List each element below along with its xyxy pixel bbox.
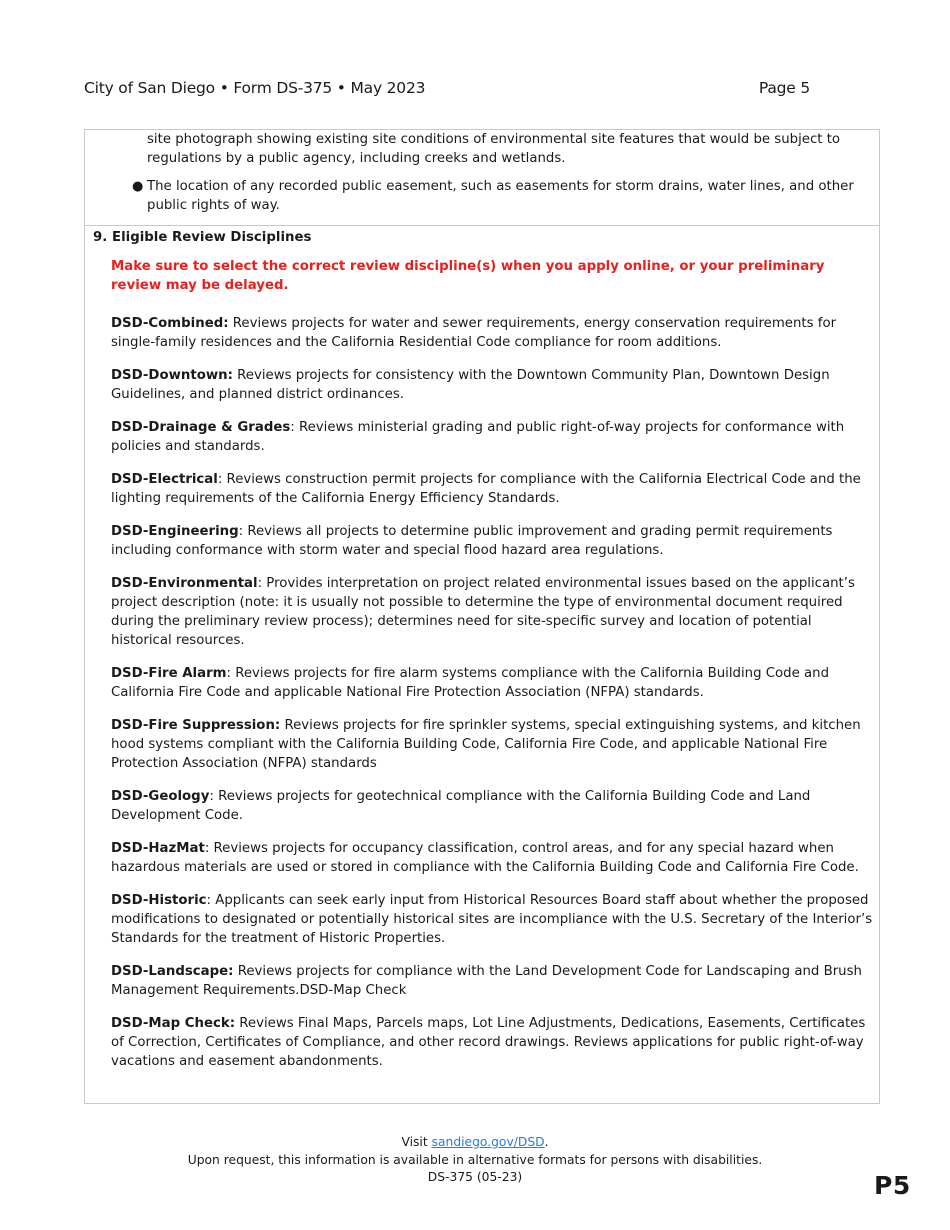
discipline-historic [111,891,875,948]
page-number: Page 5 [758,79,810,97]
discipline-landscape [111,962,875,1000]
section-heading [93,228,311,247]
discipline-name: DSD-Combined: [111,316,229,331]
discipline-name: DSD-Historic [111,893,207,908]
discipline-desc: : Provides interpretation on project related environmental issues based on the applicant’s project description (note: it is usually not possible to determine the type of environmental document required during the preliminary review process); determines need for site-specific survey and location of potential historical resources. [111,576,855,648]
footer-visit-suffix: . [544,1135,549,1149]
section-divider [85,225,879,226]
section-title: Eligible Review Disciplines [112,230,312,245]
bullet-text: The location of any recorded public easement, such as easements for storm drains, water lines, and other public rights of way. [147,179,854,213]
discipline-environmental [111,574,875,650]
discipline-drainage-grades [111,418,875,456]
discipline-desc: : Reviews projects for geotechnical compliance with the California Building Code and Land Development Code. [111,789,811,823]
discipline-name: DSD-Landscape: [111,964,234,979]
page-header [84,79,810,101]
discipline-fire-alarm [111,664,875,702]
discipline-desc: : Reviews all projects to determine public improvement and grading permit requirements including conformance with storm water and special flood hazard area regulations. [111,524,833,558]
bullet-icon: ● [132,179,144,194]
footer-visit-prefix: Visit [401,1135,432,1149]
discipline-fire-suppression [111,716,875,773]
continuation-text: site photograph showing existing site conditions of environmental site features that would be subject to regulations by a public agency, including creeks and wetlands. [147,132,841,166]
content-box [84,129,880,1104]
discipline-electrical [111,470,875,508]
form-title: City of San Diego • Form DS-375 • May 2023 [84,79,426,97]
discipline-engineering [111,522,875,560]
discipline-map-check [111,1014,875,1071]
discipline-name: DSD-HazMat [111,841,205,856]
discipline-desc: : Applicants can seek early input from Historical Resources Board staff about whether the proposed modifications to designated or potentially historical sites are incompliance with the U.S. Secretary of the Interior’s Standards for the treatment of Historic Properties. [111,893,873,946]
footer-form-code: DS-375 (05-23) [427,1170,523,1184]
discipline-name: DSD-Engineering [111,524,239,539]
discipline-name: DSD-Drainage & Grades [111,420,291,435]
warning-notice: Make sure to select the correct review discipline(s) when you apply online, or your preliminary review may be delayed. [111,259,825,293]
discipline-hazmat [111,839,875,877]
discipline-name: DSD-Electrical [111,472,218,487]
page-mark: P5 [874,1171,911,1200]
discipline-desc: Reviews Final Maps, Parcels maps, Lot Line Adjustments, Dedications, Easements, Certificates of Correction, Certificates of Compliance, and other record drawings. Reviews applications for public right-of-way vacations and easement abandonments. [111,1016,866,1069]
discipline-name: DSD-Environmental [111,576,258,591]
section-number: 9. [93,230,108,245]
discipline-desc: : Reviews projects for occupancy classification, control areas, and for any special hazard when hazardous materials are used or stored in compliance with the California Building Code and California Fire Code. [111,841,859,875]
list-item [132,177,872,215]
footer-visit-line [0,1133,950,1151]
discipline-name: DSD-Downtown: [111,368,233,383]
discipline-name: DSD-Map Check: [111,1016,236,1031]
discipline-desc: Reviews projects for fire sprinkler systems, special extinguishing systems, and kitchen hood systems compliant with the California Building Code, California Fire Code, and applicable National Fire Protection Association (NFPA) standards [111,718,861,771]
discipline-downtown [111,366,875,404]
discipline-desc: Reviews projects for compliance with the Land Development Code for Landscaping and Brush Management Requirements.DSD-Map Check [111,964,862,998]
discipline-desc: : Reviews ministerial grading and public right-of-way projects for conformance with policies and standards. [111,420,845,454]
discipline-name: DSD-Geology [111,789,210,804]
dsd-website-link[interactable]: sandiego.gov/DSD [431,1135,545,1149]
discipline-desc: : Reviews construction permit projects for compliance with the California Electrical Code and the lighting requirements of the California Energy Efficiency Standards. [111,472,861,506]
discipline-name: DSD-Fire Suppression: [111,718,281,733]
discipline-desc: Reviews projects for consistency with the Downtown Community Plan, Downtown Design Guidelines, and planned district ordinances. [111,368,830,402]
discipline-desc: Reviews projects for water and sewer requirements, energy conservation requirements for single-family residences and the California Residential Code compliance for room additions. [111,316,837,350]
discipline-desc: : Reviews projects for fire alarm systems compliance with the California Building Code and California Fire Code and applicable National Fire Protection Association (NFPA) standards. [111,666,830,700]
footer-accessibility-note: Upon request, this information is available in alternative formats for persons with disabilities. [187,1153,763,1167]
discipline-combined [111,314,875,352]
discipline-geology [111,787,875,825]
discipline-name: DSD-Fire Alarm [111,666,227,681]
